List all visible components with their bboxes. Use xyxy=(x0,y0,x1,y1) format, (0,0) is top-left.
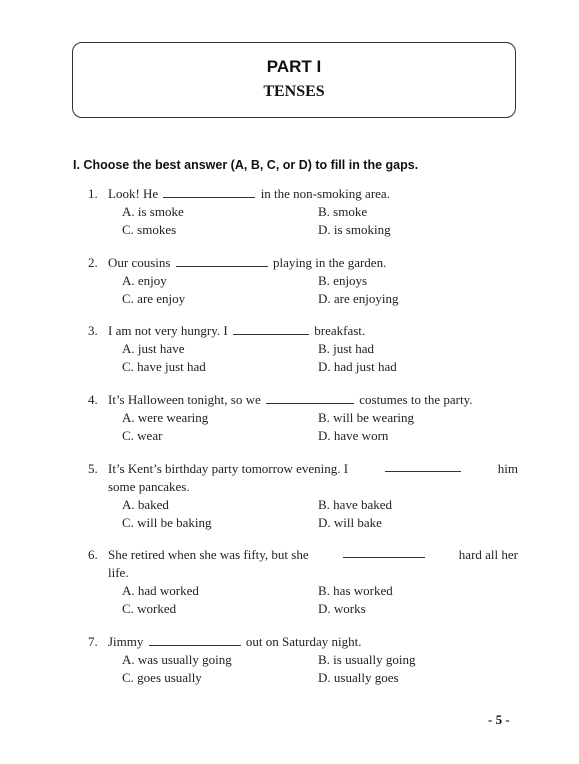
page-number: - 5 - xyxy=(488,712,510,727)
option-c: C. goes usually xyxy=(122,670,202,685)
exercise-instruction: I. Choose the best answer (A, B, C, or D) to fill in the gaps. xyxy=(73,158,419,172)
option-a: A. just have xyxy=(122,341,185,356)
option-d: D. is smoking xyxy=(318,222,391,237)
answer-blank xyxy=(176,255,268,267)
option-b: B. has worked xyxy=(318,583,393,598)
question-stem xyxy=(108,185,390,203)
answer-blank xyxy=(233,323,309,335)
option-d: D. will bake xyxy=(318,515,382,530)
question-6 xyxy=(88,546,518,618)
stem-after-blank: him xyxy=(497,461,518,476)
stem-after-blank: playing in the garden. xyxy=(272,255,387,270)
stem-after-blank: breakfast. xyxy=(314,323,366,338)
question-3 xyxy=(88,322,518,376)
question-4 xyxy=(88,391,518,445)
stem-before-blank: Jimmy xyxy=(108,634,144,649)
stem-before-blank: She retired when she was fifty, but she xyxy=(108,547,309,562)
option-a: A. was usually going xyxy=(122,652,232,667)
question-number: 3. xyxy=(88,323,98,338)
option-b: B. enjoys xyxy=(318,273,368,288)
answer-blank xyxy=(385,460,461,472)
question-stem xyxy=(108,633,361,651)
option-a: A. were wearing xyxy=(122,410,209,425)
stem-before-blank: It’s Kent’s birthday party tomorrow evening. I xyxy=(108,461,349,476)
stem-after-blank: out on Saturday night. xyxy=(245,634,362,649)
question-number: 6. xyxy=(88,547,98,562)
option-d: D. works xyxy=(318,601,366,616)
question-stem xyxy=(108,391,472,409)
answer-blank xyxy=(343,546,425,558)
question-stem xyxy=(108,322,365,340)
option-d: D. usually goes xyxy=(318,670,399,685)
question-stem xyxy=(108,546,518,564)
question-1 xyxy=(88,185,518,239)
option-b: B. have baked xyxy=(318,497,393,512)
option-b: B. smoke xyxy=(318,204,368,219)
option-a: A. enjoy xyxy=(122,273,167,288)
option-d: D. are enjoying xyxy=(318,291,399,306)
stem-continuation: life. xyxy=(108,565,129,580)
stem-after-blank: hard all her xyxy=(458,547,518,562)
answer-blank xyxy=(149,634,241,646)
stem-after-blank: in the non-smoking area. xyxy=(260,186,390,201)
stem-before-blank: It’s Halloween tonight, so we xyxy=(108,392,261,407)
option-c: C. smokes xyxy=(122,222,177,237)
stem-continuation: some pancakes. xyxy=(108,479,190,494)
option-c: C. worked xyxy=(122,601,177,616)
question-5 xyxy=(88,460,518,532)
part-title-box xyxy=(72,42,516,118)
option-a: A. is smoke xyxy=(122,204,184,219)
stem-before-blank: Look! He xyxy=(108,186,159,201)
option-c: C. wear xyxy=(122,428,163,443)
question-number: 4. xyxy=(88,392,98,407)
option-c: C. will be baking xyxy=(122,515,212,530)
option-b: B. is usually going xyxy=(318,652,416,667)
answer-blank xyxy=(266,392,354,404)
stem-before-blank: I am not very hungry. I xyxy=(108,323,228,338)
question-stem xyxy=(108,254,386,272)
stem-after-blank: costumes to the party. xyxy=(359,392,473,407)
option-c: C. have just had xyxy=(122,359,206,374)
question-number: 2. xyxy=(88,255,98,270)
option-d: D. had just had xyxy=(318,359,397,374)
question-stem xyxy=(108,460,518,478)
question-7 xyxy=(88,633,518,687)
part-title: PART I xyxy=(266,57,322,76)
option-a: A. baked xyxy=(122,497,169,512)
question-number: 5. xyxy=(88,461,98,476)
question-number: 1. xyxy=(88,186,98,201)
option-b: B. just had xyxy=(318,341,374,356)
option-a: A. had worked xyxy=(122,583,199,598)
question-number: 7. xyxy=(88,634,98,649)
option-d: D. have worn xyxy=(318,428,389,443)
option-b: B. will be wearing xyxy=(318,410,415,425)
stem-before-blank: Our cousins xyxy=(108,255,171,270)
question-2 xyxy=(88,254,518,308)
part-subtitle: TENSES xyxy=(263,83,325,100)
option-c: C. are enjoy xyxy=(122,291,186,306)
answer-blank xyxy=(163,186,255,198)
